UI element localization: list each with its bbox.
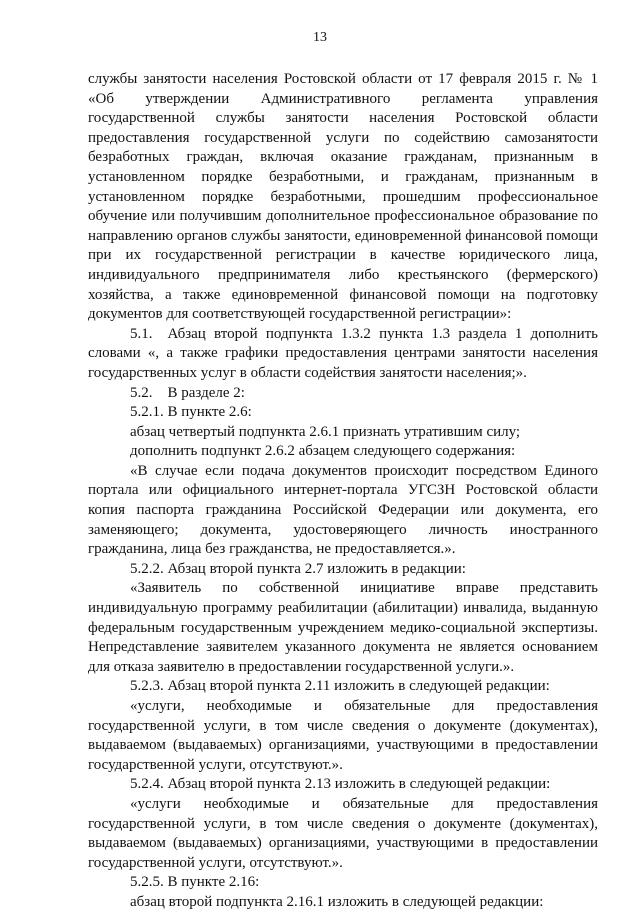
paragraph: дополнить подпункт 2.6.2 абзацем следующего содержания:: [130, 443, 516, 460]
paragraph: 5.2.2. Абзац второй пункта 2.7 изложить в редакции:: [130, 560, 466, 577]
paragraph: 5.2. В разделе 2:: [130, 384, 245, 401]
paragraph: 5.2.5. В пункте 2.16:: [130, 874, 260, 891]
paragraph: 5.2.1. В пункте 2.6:: [130, 404, 252, 421]
document-body: [88, 70, 598, 913]
paragraph: абзац четвертый подпункта 2.6.1 признать утратившим силу;: [130, 423, 521, 440]
paragraph: 5.2.4. Абзац второй пункта 2.13 изложить в следующей редакции:: [130, 776, 551, 793]
page-number: 13: [313, 30, 327, 45]
paragraph: «Заявитель по собственной инициативе вправе представить индивидуальную программу реабилитации (абилитации) инвалида, выданную федеральным государственным учреждением медико-социальной экспертизы. Непредставление заявителем указанного документа не является основанием для отказа заявителю в предоставлении государственной услуги.».: [88, 580, 598, 675]
paragraph: абзац второй подпункта 2.16.1 изложить в следующей редакции:: [130, 893, 544, 910]
paragraph: «В случае если подача документов происходит посредством Единого портала или официального интернет-портала УГСЗН Ростовской области копия паспорта гражданина Российской Федерации или документа, его заменяющего; документа, удостоверяющего личность иностранного гражданина, лица без гражданства, не предоставляется.».: [88, 462, 598, 558]
paragraph: «услуги, необходимые и обязательные для предоставления государственной услуги, в том числе сведения о документе (документах), выдаваемом (выдаваемых) организациями, участвующими в предоставлении государственной услуги, отсутствуют.».: [88, 698, 598, 773]
paragraph: 5.1. Абзац второй подпункта 1.3.2 пункта 1.3 раздела 1 дополнить словами «, а также графики предоставления центрами занятости населения государственных услуг в области содействия занятости населения;».: [88, 325, 598, 381]
paragraph: «услуги необходимые и обязательные для предоставления государственной услуги, в том числе сведения о документе (документах), выдаваемом (выдаваемых) организациями, участвующими в предоставлении государственной услуги, отсутствуют.».: [88, 795, 598, 871]
paragraph: службы занятости населения Ростовской области от 17 февраля 2015 г. № 1 «Об утверждении Административного регламента управления государственной службы занятости населения Ростовской области предоставления государственной услуги по содействию самозанятости безработных граждан, включая оказание гражданам, признанным в установленном порядке безработными, и гражданам, признанным в установленном порядке безработными, прошедшим профессиональное обучение или получившим дополнительное профессиональное образование по направлению органов службы занятости, единовременной финансовой помощи при их государственной регистрации в качестве юридического лица, индивидуального предпринимателя либо крестьянского (фермерского) хозяйства, а также единовременной финансовой помощи на подготовку документов для соответствующей государственной регистрации»:: [88, 71, 598, 323]
paragraph: 5.2.3. Абзац второй пункта 2.11 изложить в следующей редакции:: [130, 678, 550, 695]
